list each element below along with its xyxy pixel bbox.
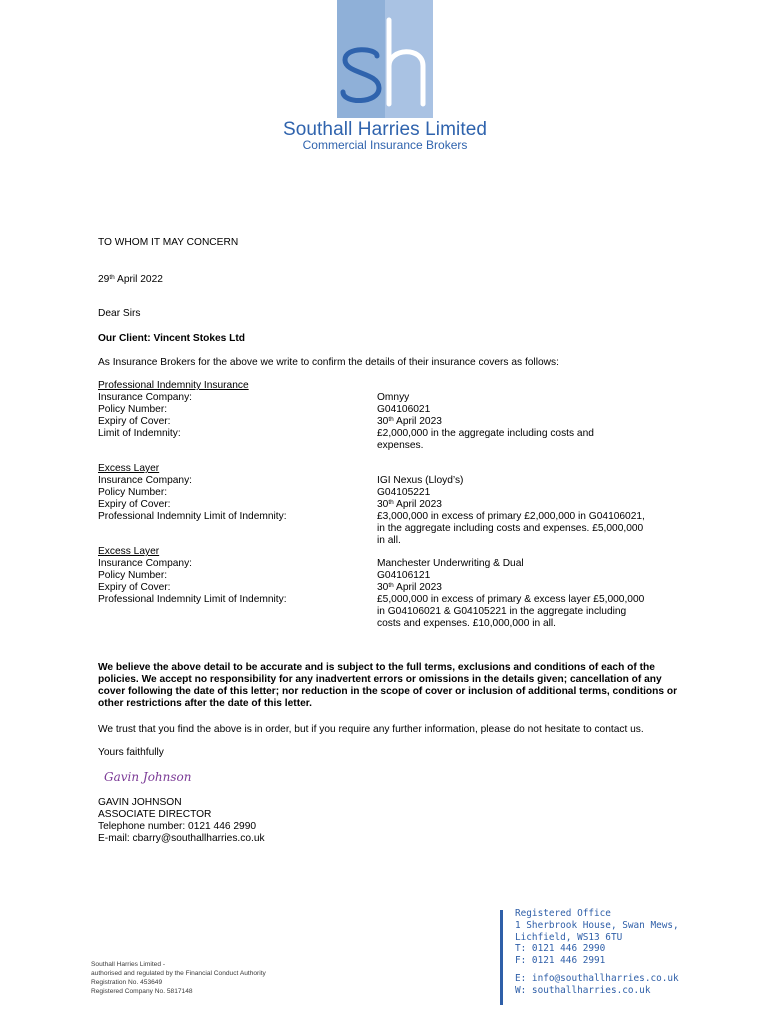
office-line: F: 0121 446 2991 [515,955,606,967]
field-label: Policy Number: [98,570,168,581]
field-label: Expiry of Cover: [98,416,171,427]
email-link[interactable]: E: info@southallharries.co.uk [515,972,679,984]
limit-line: costs and expenses. £10,000,000 in all. [377,618,556,629]
limit-line: £2,000,000 in the aggregate including costs and [377,428,594,439]
expiry-date: 30th April 2023 [377,499,442,510]
limit-line: in all. [377,535,401,546]
policy-number: G04105221 [377,487,431,498]
section-heading: Excess Layer [98,546,160,557]
limit-line: in G04106021 & G04105221 in the aggregate including [377,606,627,617]
salutation: Dear Sirs [98,308,141,319]
field-label: Expiry of Cover: [98,499,171,510]
office-line: Registered Office [515,908,611,919]
regulatory-footer [91,960,266,996]
sign-off: Yours faithfully [98,747,164,758]
field-label: Insurance Company: [98,392,193,403]
website-link[interactable]: W: southallharries.co.uk [515,984,651,996]
office-line: 1 Sherbrook House, Swan Mews, [515,919,679,931]
office-line: Lichfield, WS13 6TU [515,931,623,943]
company-tagline: Commercial Insurance Brokers [302,138,468,152]
registered-office [515,908,679,997]
footer-line: Registration No. 453649 [91,979,163,986]
limit-line: expenses. [377,440,424,451]
field-label: Insurance Company: [98,558,193,569]
field-label: Limit of Indemnity: [98,428,181,439]
signer-email: E-mail: cbarry@southallharries.co.uk [98,833,265,844]
insurance-company: Omnyy [377,392,410,403]
policy-number: G04106021 [377,404,431,415]
sh-logo-icon [337,0,433,118]
footer-line: Registered Company No. 5817148 [91,988,193,995]
handwritten-signature: Gavin Johnson [104,770,192,784]
addressee: TO WHOM IT MAY CONCERN [98,237,239,248]
company-logo [337,0,433,118]
policy-number: G04106121 [377,570,431,581]
footer-divider [500,910,503,1005]
footer-line: authorised and regulated by the Financial Conduct Authority [91,970,266,977]
limit-line: in the aggregate including costs and expenses. £5,000,000 [377,523,644,534]
limit-line: £5,000,000 in excess of primary & excess layer £5,000,000 [377,594,645,605]
signer-telephone: Telephone number: 0121 446 2990 [98,821,257,832]
field-label: Professional Indemnity Limit of Indemnity: [98,594,287,605]
signer-name: GAVIN JOHNSON [98,797,182,808]
field-label: Policy Number: [98,487,168,498]
disclaimer-paragraph: We believe the above detail to be accurate and is subject to the full terms, exclusions and conditions of each of the policies. We accept no responsibility for any inadvertent errors or omissions in the details given; cancellation of any cover following the date of this letter; nor reduction in the scope of cover or inclusion of additional terms, conditions or other restrictions after the date of this letter. [98,662,678,709]
signer-title: ASSOCIATE DIRECTOR [98,809,212,820]
section-heading: Professional Indemnity Insurance [98,380,249,391]
limit-line: £3,000,000 in excess of primary £2,000,000 in G04106021, [377,511,645,522]
closing-note: We trust that you find the above is in order, but if you require any further information, please do not hesitate to contact us. [98,724,644,735]
field-label: Policy Number: [98,404,168,415]
insurance-company: IGI Nexus (Lloyd’s) [377,475,464,486]
company-name: Southall Harries Limited [282,119,488,140]
intro-paragraph: As Insurance Brokers for the above we write to confirm the details of their insurance covers as follows: [98,357,559,368]
letter-date: 29th April 2022 [98,274,163,285]
office-line: T: 0121 446 2990 [515,943,606,955]
section-heading: Excess Layer [98,463,160,474]
field-label: Professional Indemnity Limit of Indemnity: [98,511,287,522]
field-label: Insurance Company: [98,475,193,486]
insurance-company: Manchester Underwriting & Dual [377,558,524,569]
expiry-date: 30th April 2023 [377,582,442,593]
expiry-date: 30th April 2023 [377,416,442,427]
field-label: Expiry of Cover: [98,582,171,593]
client-line: Our Client: Vincent Stokes Ltd [98,333,245,344]
footer-line: Southall Harries Limited - [91,961,166,968]
